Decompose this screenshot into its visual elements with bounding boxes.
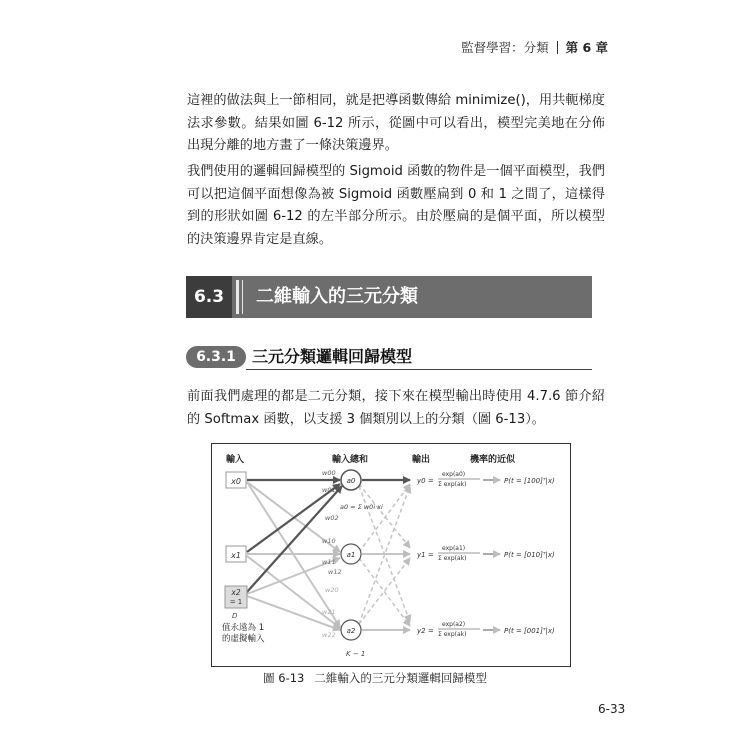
weight-w01: w01 [322,486,336,494]
dummy-note-line1: 值永遠為 1 [222,623,265,633]
svg-text:x1: x1 [231,551,241,560]
section-divider [236,280,239,314]
label-sum-column: 輸入總和 [332,455,369,465]
svg-text:y0 =: y0 = [417,477,434,485]
svg-text:= 1: = 1 [229,598,243,606]
weight-w22: w22 [322,631,336,639]
output-y2 [416,621,480,638]
diagram-canvas [212,444,570,666]
section-heading [186,276,592,318]
svg-text:a0: a0 [346,477,356,485]
chapter-number: 第 6 章 [565,40,608,55]
output-y0 [416,471,480,488]
dummy-note-line2: 的虛擬輸入 [222,634,265,644]
section-title: 二維輸入的三元分類 [256,286,418,307]
weight-w02: w02 [325,514,339,522]
svg-text:x0: x0 [231,477,241,486]
subsection-underline [246,369,592,370]
header-divider [557,41,558,54]
weight-w00: w00 [322,469,336,477]
prob-class-0: P(t = [100]ᵀ|x) [504,477,555,485]
node-a0 [341,470,361,490]
svg-text:a2: a2 [346,627,356,635]
subsection-title: 三元分類邏輯回歸模型 [252,347,413,366]
weight-w12: w12 [328,568,342,576]
dim-label: D [232,612,238,620]
svg-text:exp(a1): exp(a1) [442,545,466,552]
svg-text:exp(a2): exp(a2) [442,621,466,628]
section-number: 6.3 [186,276,232,318]
paragraph-1: 這裡的做法與上一節相同，就是把導函數傳給 minimize()，用共軛梯度法求參數。結果如圖 6-12 所示，從圖中可以看出，模型完美地在分佈出現分離的地方畫了一條決策邊界。 [187,93,605,153]
weight-w20: w20 [325,586,339,594]
weight-w11: w11 [322,558,336,566]
label-prob-column: 機率的近似 [470,455,516,465]
page-number: 6-33 [598,702,626,716]
output-y1 [416,545,480,562]
input-x2-dummy [225,586,247,608]
prob-class-2: P(t = [001]ᵀ|x) [504,627,555,635]
svg-text:Σ exp(ak): Σ exp(ak) [438,481,467,488]
svg-text:exp(a0): exp(a0) [442,471,466,478]
sum-formula: a0 = Σ w0i xi [340,503,383,511]
input-x1 [226,546,246,562]
chapter-topic: 監督學習：分類 [461,40,549,55]
weight-w21: w21 [322,608,336,616]
k-label: K − 1 [346,650,366,658]
subsection-number: 6.3.1 [186,346,246,368]
svg-text:Σ exp(ak): Σ exp(ak) [438,631,467,638]
svg-text:a1: a1 [346,551,356,559]
label-input-column: 輸入 [226,455,245,465]
paragraph-3: 前面我們處理的都是二元分類，接下來在模型輸出時使用 4.7.6 節介紹的 Softmax 函數，以支援 3 個類別以上的分類（圖 6-13）。 [187,389,605,427]
svg-text:y2 =: y2 = [417,627,434,635]
node-a2 [341,620,361,640]
svg-text:x2: x2 [231,588,241,597]
section-divider-thin [242,280,243,314]
node-a1 [341,544,361,564]
caption-text: 二維輸入的三元分類邏輯回歸模型 [314,671,487,685]
svg-text:y1 =: y1 = [417,551,434,559]
weight-w10: w10 [322,537,336,545]
network-diagram [211,443,571,667]
caption-label: 圖 6-13 [263,671,305,685]
paragraph-2: 我們使用的邏輯回歸模型的 Sigmoid 函數的物件是一個平面模型，我們可以把這個平面想像為被 Sigmoid 函數壓扁到 0 和 1 之間了，這樣得到的形狀如圖 6-12 的左半部分所示。由於壓扁的是個平面，所以模型的決策邊界肯定是直線。 [187,164,605,247]
svg-text:Σ exp(ak): Σ exp(ak) [438,555,467,562]
input-x0 [226,472,246,488]
prob-class-1: P(t = [010]ᵀ|x) [504,551,555,559]
figure-caption [0,670,750,686]
page-header [461,38,608,56]
label-output-column: 輸出 [412,455,431,465]
